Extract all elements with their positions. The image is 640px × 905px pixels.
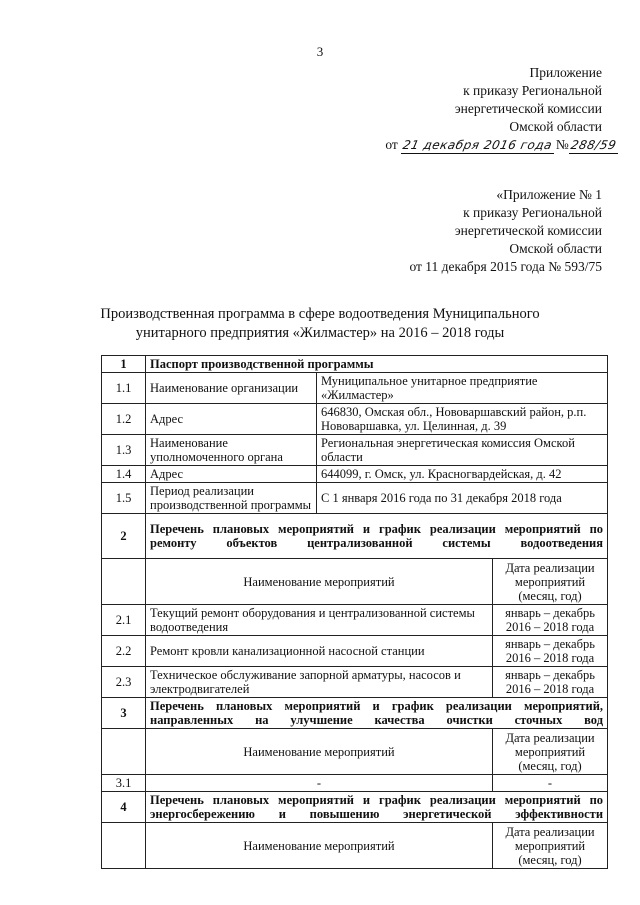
- appendix-line: Приложение: [529, 65, 602, 80]
- section-header-row: [102, 792, 608, 823]
- appendix2-line: от 11 декабря 2015 года № 593/75: [409, 259, 602, 274]
- section-number: 2: [102, 514, 146, 559]
- column-header-row: [102, 729, 608, 775]
- row-value: Региональная энергетическая комиссия Омской области: [317, 435, 608, 466]
- row-label: Наименование уполномоченного органа: [146, 435, 317, 466]
- table-row: [102, 373, 608, 404]
- row-label: Период реализации производственной программы: [146, 483, 317, 514]
- section-header-row: [102, 698, 608, 729]
- column-header-date: Дата реализации мероприятий (месяц, год): [493, 823, 608, 869]
- row-name: Техническое обслуживание запорной арматуры, насосов и электродвигателей: [146, 667, 493, 698]
- appendix2-header: [409, 186, 602, 276]
- table-row: [102, 435, 608, 466]
- table-row: [102, 483, 608, 514]
- appendix2-line: Омской области: [509, 241, 602, 256]
- column-header-name: Наименование мероприятий: [146, 559, 493, 605]
- row-name: Ремонт кровли канализационной насосной станции: [146, 636, 493, 667]
- row-number: 1.5: [102, 483, 146, 514]
- appendix-header: [455, 64, 602, 136]
- row-value: 646830, Омская обл., Нововаршавский район, р.п. Нововаршавка, ул. Целинная, д. 39: [317, 404, 608, 435]
- empty-cell: [102, 559, 146, 605]
- document-title: Производственная программа в сфере водоотведения Муниципального унитарного предприятия «Жилмастер» на 2016 – 2018 годы: [100, 306, 540, 341]
- table-row: [102, 775, 608, 792]
- appendix-line: к приказу Региональной: [463, 83, 602, 98]
- appendix-line: энергетической комиссии: [454, 101, 602, 116]
- column-header-row: [102, 559, 608, 605]
- row-number: 1.3: [102, 435, 146, 466]
- order-number-sign: №: [555, 137, 569, 152]
- section-header-row: [102, 356, 608, 373]
- order-prefix: от: [385, 137, 398, 152]
- table-row: [102, 605, 608, 636]
- row-value: 644099, г. Омск, ул. Красногвардейская, д. 42: [317, 466, 608, 483]
- empty-cell: [102, 823, 146, 869]
- page-number: 3: [316, 44, 324, 59]
- row-label: Адрес: [146, 404, 317, 435]
- column-header-date: Дата реализации мероприятий (месяц, год): [493, 559, 608, 605]
- handwritten-date: 21 декабря 2016 года: [401, 138, 554, 152]
- row-label: Адрес: [146, 466, 317, 483]
- order-reference: [385, 137, 618, 154]
- table-row: [102, 667, 608, 698]
- column-header-date: Дата реализации мероприятий (месяц, год): [493, 729, 608, 775]
- appendix-line: Омской области: [509, 119, 602, 134]
- section-number: 1: [102, 356, 146, 373]
- appendix2-line: «Приложение № 1: [496, 187, 602, 202]
- row-number: 2.3: [102, 667, 146, 698]
- section-title: Перечень плановых мероприятий и график реализации мероприятий, направленных на улучшение качества очистки сточных вод: [146, 698, 608, 729]
- appendix2-line: энергетической комиссии: [454, 223, 602, 238]
- row-number: 3.1: [102, 775, 146, 792]
- row-label: Наименование организации: [146, 373, 317, 404]
- row-date: январь – декабрь 2016 – 2018 года: [493, 667, 608, 698]
- empty-cell: [102, 729, 146, 775]
- section-header-row: [102, 514, 608, 559]
- row-number: 1.1: [102, 373, 146, 404]
- row-name: Текущий ремонт оборудования и централизованной системы водоотведения: [146, 605, 493, 636]
- row-number: 2.1: [102, 605, 146, 636]
- section-title: Перечень плановых мероприятий и график реализации мероприятий по энергосбережению и повышению энергетической эффективности: [146, 792, 608, 823]
- row-name: -: [146, 775, 493, 792]
- row-number: 1.2: [102, 404, 146, 435]
- row-date: -: [493, 775, 608, 792]
- appendix2-line: к приказу Региональной: [463, 205, 602, 220]
- column-header-name: Наименование мероприятий: [146, 729, 493, 775]
- row-number: 2.2: [102, 636, 146, 667]
- section-number: 4: [102, 792, 146, 823]
- column-header-name: Наименование мероприятий: [146, 823, 493, 869]
- section-number: 3: [102, 698, 146, 729]
- row-date: январь – декабрь 2016 – 2018 года: [493, 605, 608, 636]
- table-row: [102, 636, 608, 667]
- section-title: Перечень плановых мероприятий и график реализации мероприятий по ремонту объектов централизованной системы водоотведения: [146, 514, 608, 559]
- program-table: [101, 355, 608, 869]
- table-row: [102, 466, 608, 483]
- row-value: С 1 января 2016 года по 31 декабря 2018 года: [317, 483, 608, 514]
- row-number: 1.4: [102, 466, 146, 483]
- section-title: Паспорт производственной программы: [146, 356, 608, 373]
- row-value: Муниципальное унитарное предприятие «Жилмастер»: [317, 373, 608, 404]
- row-date: январь – декабрь 2016 – 2018 года: [493, 636, 608, 667]
- table-row: [102, 404, 608, 435]
- column-header-row: [102, 823, 608, 869]
- handwritten-number: 288/59: [569, 138, 618, 152]
